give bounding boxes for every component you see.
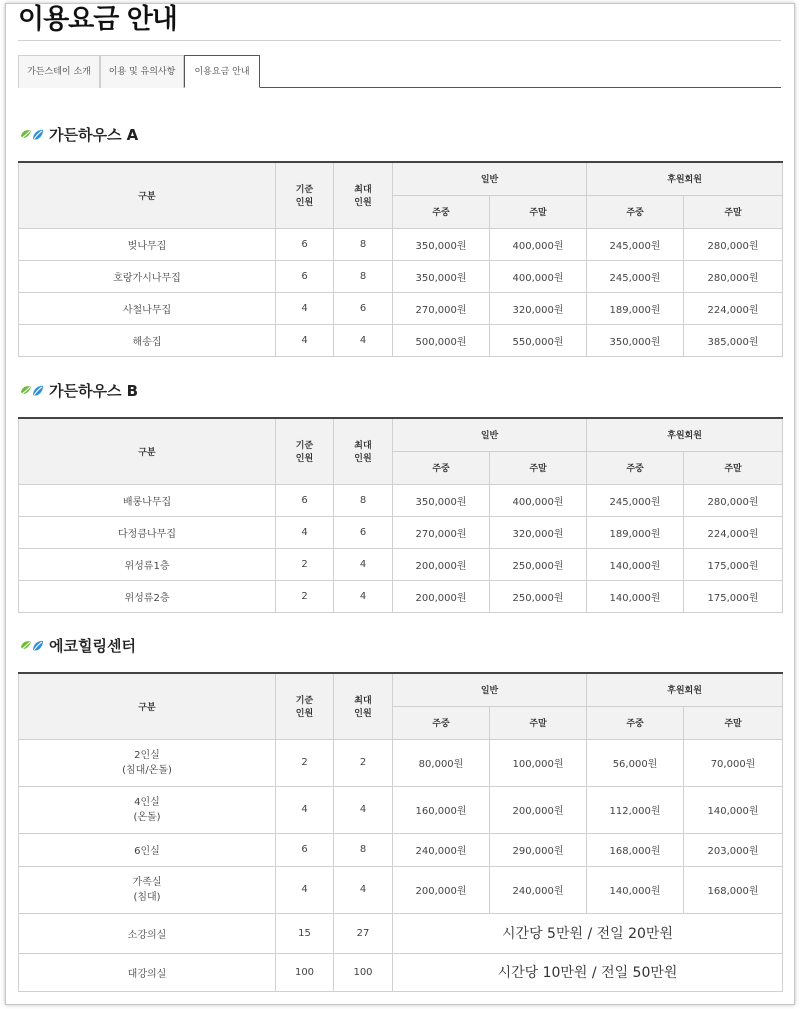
room-name: 대강의실 [19, 953, 276, 991]
sponsor-weekend-price: 280,000원 [684, 228, 783, 260]
room-name: 해송집 [19, 324, 276, 356]
max-people: 6 [334, 516, 393, 548]
header-general-weekend: 주말 [490, 706, 587, 739]
header-general-weekend: 주말 [490, 451, 587, 484]
general-weekend-price: 400,000원 [490, 228, 587, 260]
max-people: 6 [334, 292, 393, 324]
header-base-people: 기준 인원 [276, 162, 334, 228]
general-weekend-price: 320,000원 [490, 516, 587, 548]
table-row [19, 786, 783, 833]
section-title-eco-healing [20, 636, 136, 656]
room-name: 벚나무집 [19, 228, 276, 260]
sponsor-weekend-price: 70,000원 [684, 739, 783, 786]
header-general: 일반 [393, 162, 587, 195]
sponsor-weekday-price: 245,000원 [587, 260, 684, 292]
table-row [19, 833, 783, 866]
sponsor-weekend-price: 280,000원 [684, 260, 783, 292]
room-name: 6인실 [19, 833, 276, 866]
room-name: 호랑가시나무집 [19, 260, 276, 292]
sponsor-weekend-price: 224,000원 [684, 292, 783, 324]
header-general: 일반 [393, 418, 587, 451]
sponsor-weekday-price: 189,000원 [587, 292, 684, 324]
sponsor-weekday-price: 140,000원 [587, 866, 684, 913]
table-row [19, 228, 783, 260]
sponsor-weekend-price: 385,000원 [684, 324, 783, 356]
header-sponsor: 후원회원 [587, 418, 783, 451]
general-weekend-price: 400,000원 [490, 260, 587, 292]
leaf-icon [20, 639, 44, 653]
base-people: 4 [276, 324, 334, 356]
room-name: 소강의실 [19, 913, 276, 953]
max-people: 8 [334, 833, 393, 866]
sponsor-weekday-price: 189,000원 [587, 516, 684, 548]
base-people: 6 [276, 260, 334, 292]
header-sponsor-weekday: 주중 [587, 195, 684, 228]
base-people: 15 [276, 913, 334, 953]
max-people: 27 [334, 913, 393, 953]
base-people: 100 [276, 953, 334, 991]
tab-usage-notes[interactable]: 이용 및 유의사항 [100, 55, 184, 88]
max-people: 8 [334, 260, 393, 292]
rate-table-eco-healing-center [18, 672, 783, 992]
general-weekday-price: 240,000원 [393, 833, 490, 866]
table-row [19, 260, 783, 292]
base-people: 2 [276, 580, 334, 612]
base-people: 4 [276, 866, 334, 913]
max-people: 100 [334, 953, 393, 991]
sponsor-weekend-price: 168,000원 [684, 866, 783, 913]
general-weekend-price: 320,000원 [490, 292, 587, 324]
sponsor-weekend-price: 140,000원 [684, 786, 783, 833]
table-row [19, 292, 783, 324]
header-sponsor: 후원회원 [587, 162, 783, 195]
table-row [19, 516, 783, 548]
section-title-label: 가든하우스 B [49, 382, 139, 400]
general-weekday-price: 200,000원 [393, 548, 490, 580]
max-people: 4 [334, 580, 393, 612]
room-name: 2인실 (침대/온돌) [19, 739, 276, 786]
general-weekday-price: 80,000원 [393, 739, 490, 786]
general-weekend-price: 290,000원 [490, 833, 587, 866]
sponsor-weekend-price: 175,000원 [684, 580, 783, 612]
sponsor-weekend-price: 280,000원 [684, 484, 783, 516]
room-name: 가족실 (침대) [19, 866, 276, 913]
sponsor-weekday-price: 350,000원 [587, 324, 684, 356]
general-weekday-price: 270,000원 [393, 516, 490, 548]
header-general-weekday: 주중 [393, 706, 490, 739]
header-sponsor-weekend: 주말 [684, 706, 783, 739]
general-weekday-price: 270,000원 [393, 292, 490, 324]
hall-price: 시간당 5만원 / 전일 20만원 [393, 913, 783, 953]
general-weekend-price: 100,000원 [490, 739, 587, 786]
header-category: 구분 [19, 162, 276, 228]
header-sponsor: 후원회원 [587, 673, 783, 706]
header-general-weekday: 주중 [393, 451, 490, 484]
max-people: 4 [334, 324, 393, 356]
base-people: 2 [276, 739, 334, 786]
room-name: 위성류1층 [19, 548, 276, 580]
section-title-b [20, 381, 138, 401]
max-people: 2 [334, 739, 393, 786]
general-weekday-price: 500,000원 [393, 324, 490, 356]
sponsor-weekday-price: 112,000원 [587, 786, 684, 833]
max-people: 4 [334, 548, 393, 580]
base-people: 2 [276, 548, 334, 580]
header-max-people: 최대 인원 [334, 162, 393, 228]
sponsor-weekday-price: 168,000원 [587, 833, 684, 866]
header-category: 구분 [19, 673, 276, 739]
table-row [19, 913, 783, 953]
table-row [19, 953, 783, 991]
sponsor-weekday-price: 245,000원 [587, 484, 684, 516]
general-weekday-price: 160,000원 [393, 786, 490, 833]
hall-price: 시간당 10만원 / 전일 50만원 [393, 953, 783, 991]
rate-table-garden-house-a [18, 161, 783, 357]
base-people: 6 [276, 228, 334, 260]
base-people: 4 [276, 516, 334, 548]
header-sponsor-weekend: 주말 [684, 451, 783, 484]
sponsor-weekday-price: 56,000원 [587, 739, 684, 786]
header-general-weekend: 주말 [490, 195, 587, 228]
sponsor-weekday-price: 245,000원 [587, 228, 684, 260]
base-people: 6 [276, 833, 334, 866]
header-category: 구분 [19, 418, 276, 484]
section-title-label: 에코힐링센터 [49, 637, 136, 655]
general-weekend-price: 400,000원 [490, 484, 587, 516]
table-row [19, 739, 783, 786]
section-title-a [20, 125, 138, 145]
table-row [19, 548, 783, 580]
header-general: 일반 [393, 673, 587, 706]
title-divider [18, 40, 781, 41]
leaf-icon [20, 384, 44, 398]
room-name: 다정큼나무집 [19, 516, 276, 548]
tab-bar [18, 55, 781, 88]
sponsor-weekday-price: 140,000원 [587, 580, 684, 612]
room-name: 위성류2층 [19, 580, 276, 612]
section-title-label: 가든하우스 A [49, 126, 139, 144]
general-weekday-price: 200,000원 [393, 866, 490, 913]
table-row [19, 866, 783, 913]
room-name: 배롱나무집 [19, 484, 276, 516]
general-weekend-price: 250,000원 [490, 580, 587, 612]
header-sponsor-weekday: 주중 [587, 706, 684, 739]
base-people: 6 [276, 484, 334, 516]
header-sponsor-weekend: 주말 [684, 195, 783, 228]
header-max-people: 최대 인원 [334, 418, 393, 484]
general-weekend-price: 240,000원 [490, 866, 587, 913]
rate-table-garden-house-b [18, 417, 783, 613]
table-row [19, 324, 783, 356]
page-title: 이용요금 안내 [18, 4, 177, 35]
sponsor-weekend-price: 224,000원 [684, 516, 783, 548]
tab-rate-info[interactable]: 이용요금 안내 [184, 55, 260, 88]
general-weekday-price: 350,000원 [393, 228, 490, 260]
room-name: 사철나무집 [19, 292, 276, 324]
max-people: 8 [334, 484, 393, 516]
table-row [19, 580, 783, 612]
general-weekday-price: 350,000원 [393, 260, 490, 292]
tab-gardenstay-intro[interactable]: 가든스테이 소개 [18, 55, 100, 88]
header-sponsor-weekday: 주중 [587, 451, 684, 484]
leaf-icon [20, 128, 44, 142]
max-people: 8 [334, 228, 393, 260]
header-max-people: 최대 인원 [334, 673, 393, 739]
sponsor-weekend-price: 203,000원 [684, 833, 783, 866]
base-people: 4 [276, 292, 334, 324]
sponsor-weekday-price: 140,000원 [587, 548, 684, 580]
general-weekend-price: 200,000원 [490, 786, 587, 833]
max-people: 4 [334, 786, 393, 833]
base-people: 4 [276, 786, 334, 833]
room-name: 4인실 (온돌) [19, 786, 276, 833]
general-weekend-price: 550,000원 [490, 324, 587, 356]
max-people: 4 [334, 866, 393, 913]
table-row [19, 484, 783, 516]
general-weekend-price: 250,000원 [490, 548, 587, 580]
header-base-people: 기준 인원 [276, 418, 334, 484]
general-weekday-price: 200,000원 [393, 580, 490, 612]
sponsor-weekend-price: 175,000원 [684, 548, 783, 580]
header-base-people: 기준 인원 [276, 673, 334, 739]
header-general-weekday: 주중 [393, 195, 490, 228]
general-weekday-price: 350,000원 [393, 484, 490, 516]
